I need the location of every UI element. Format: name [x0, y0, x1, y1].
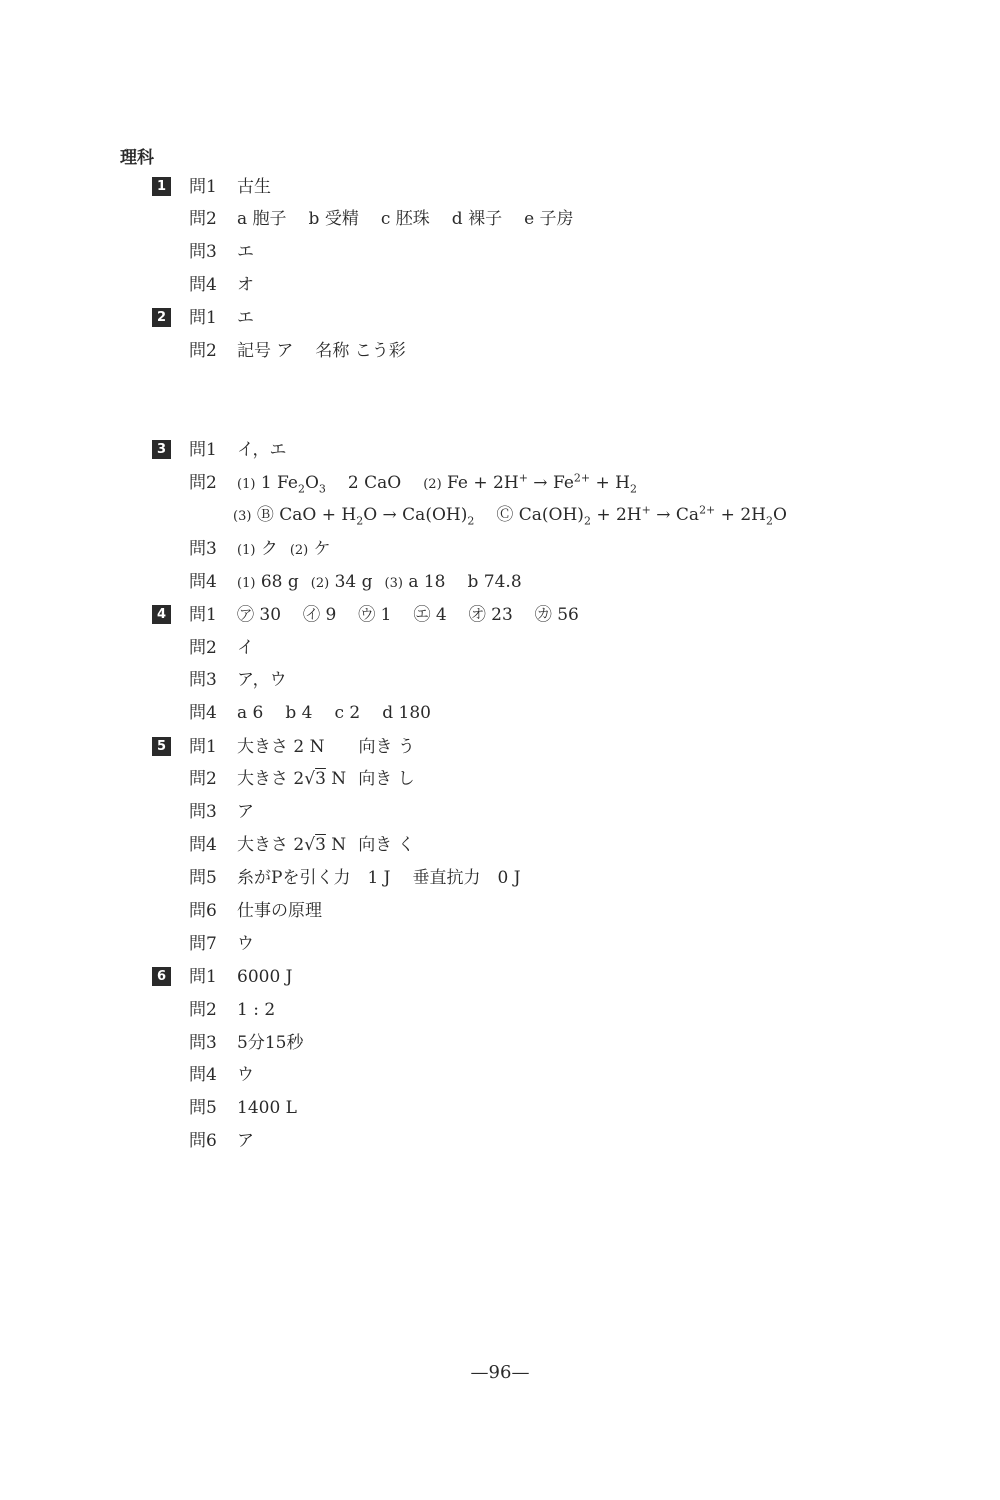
question-label: 問2 — [189, 341, 217, 361]
answer: ア，ウ — [237, 670, 287, 690]
question-label: 問1 — [189, 737, 217, 757]
answer: オ — [237, 275, 254, 295]
question-label: 問4 — [189, 703, 217, 723]
s5-q2: 問2 大きさ 2√3 N 向き し — [189, 769, 415, 789]
s5-q4: 問4 大きさ 2√3 N 向き く — [189, 835, 415, 855]
question-label: 問6 — [189, 1131, 217, 1151]
s6-q1: 問1 6000 J — [189, 967, 293, 987]
answer-item: ㋓ 4 — [413, 605, 447, 625]
question-label: 問6 — [189, 901, 217, 921]
answer-a: a 胞子 — [237, 209, 287, 229]
answer-item: ㋔ 23 — [468, 605, 513, 625]
question-label: 問2 — [189, 769, 217, 789]
section-3-number: 3 — [152, 440, 171, 459]
section-5-number: 5 — [152, 737, 171, 756]
answer-c: c 胚珠 — [380, 209, 430, 229]
question-label: 問4 — [189, 275, 217, 295]
answer-d: d 裸子 — [451, 209, 503, 229]
s5-q6: 問6 仕事の原理 — [189, 901, 322, 921]
s3-q2-part3: (3) Ⓑ CaO + $H_2O \to Ca(OH)_2$ Ⓒ $Ca(OH)_2 + 2H^+ \to Ca^{2+} + 2H_2O$ — [233, 503, 787, 528]
question-label: 問3 — [189, 670, 217, 690]
section-6-number: 6 — [152, 967, 171, 986]
s4-q4: 問4 a 6 b 4 c 2 d 180 — [189, 703, 431, 723]
s6-q5: 問5 1400 L — [189, 1098, 297, 1118]
answer-item: ㋒ 1 — [358, 605, 392, 625]
s1-q3 — [189, 240, 254, 264]
answer-b: b 受精 — [308, 209, 359, 229]
s3-q2: 問2 (1) 1 $Fe_2O_3$ 2 CaO (2) $Fe + 2H^+ \to Fe^{2+} + H_2$ — [189, 471, 637, 496]
question-label: 問2 — [189, 638, 217, 658]
answer: 古生 — [237, 177, 271, 197]
page-number: —96— — [470, 1362, 530, 1383]
answer-symbol: 記号 ア — [237, 341, 294, 361]
answer-name: 名称 こう彩 — [315, 341, 406, 361]
s5-q7: 問7 ウ — [189, 934, 254, 954]
s4-q1 — [189, 603, 579, 627]
question-label: 問1 — [189, 308, 217, 328]
question-label: 問2 — [189, 1000, 217, 1020]
question-label: 問5 — [189, 868, 217, 888]
question-label: 問5 — [189, 1098, 217, 1118]
s4-q2 — [189, 636, 254, 660]
question-label: 問4 — [189, 572, 217, 592]
section-4-number: 4 — [152, 605, 171, 624]
question-label: 問1 — [189, 605, 217, 625]
s5-q1: 問1 大きさ 2 N 向き う — [189, 737, 415, 757]
answer-item: ㋐ 30 — [237, 605, 282, 625]
question-label: 問3 — [189, 802, 217, 822]
s6-q4: 問4 ウ — [189, 1065, 254, 1085]
answer-e: e 子房 — [524, 209, 574, 229]
section-1-number: 1 — [152, 177, 171, 196]
answer: エ — [237, 308, 254, 328]
question-label: 問4 — [189, 835, 217, 855]
question-label: 問1 — [189, 177, 217, 197]
question-label: 問3 — [189, 1033, 217, 1053]
s5-q3: 問3 ア — [189, 802, 254, 822]
s5-q5: 問5 糸がPを引く力 1 J 垂直抗力 0 J — [189, 868, 521, 888]
s1-q2 — [189, 207, 574, 231]
answer-item: ㋑ 9 — [303, 605, 337, 625]
s2-q2 — [189, 339, 406, 363]
section-2-number: 2 — [152, 308, 171, 327]
question-label: 問2 — [189, 209, 217, 229]
page-title: 理科 — [120, 148, 154, 168]
s3-q3: 問3 (1) ク (2) ケ — [189, 539, 331, 559]
s3-q4: 問4 (1) 68 g (2) 34 g (3) a 18 b 74.8 — [189, 572, 522, 592]
answer-item: ㋕ 56 — [534, 605, 579, 625]
s1-q1 — [189, 175, 271, 199]
question-label: 問2 — [189, 473, 217, 493]
s2-q1 — [189, 306, 254, 330]
question-label: 問4 — [189, 1065, 217, 1085]
question-label: 問7 — [189, 934, 217, 954]
question-label: 問1 — [189, 440, 217, 460]
s3-q1 — [189, 438, 286, 462]
s6-q2: 問2 1 : 2 — [189, 1000, 276, 1020]
question-label: 問3 — [189, 242, 217, 262]
answer: イ，エ — [237, 440, 287, 460]
s6-q6: 問6 ア — [189, 1131, 254, 1151]
s4-q3 — [189, 668, 287, 692]
s6-q3: 問3 5分15秒 — [189, 1033, 304, 1053]
question-label: 問1 — [189, 967, 217, 987]
answer: エ — [237, 242, 254, 262]
s1-q4 — [189, 273, 254, 297]
answer: イ — [237, 638, 254, 658]
question-label: 問3 — [189, 539, 217, 559]
